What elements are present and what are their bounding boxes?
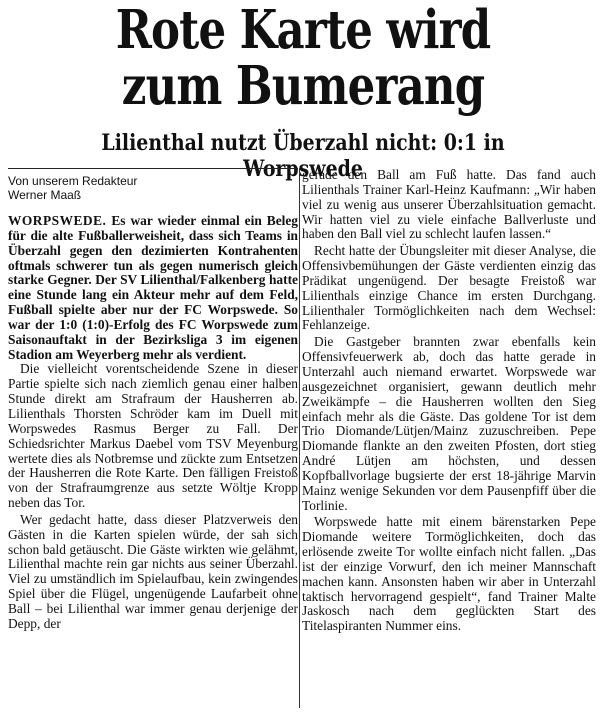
lead-text: Es war wieder einmal ein Beleg für die alte Fußballerweisheit, dass sich Teams in Überzahl gegen den dezimierten Kontrahenten oftmals schwerer tun als gegen numerisch gleich starke Gegner. Der SV Lilienthal/Falkenberg hatte eine Stunde lang ein Akteur mehr auf dem Feld, Fußball spielte aber nur der FC Worpswede. So war der 1:0 (1:0)-Erfolg des FC Worpswede zum Saisonauftakt in der Bezirksliga 3 im eigenen Stadion am Weyerberg mehr als verdient. [8,213,298,362]
headline-line-1: Rote Karte wird [115,0,491,61]
body-paragraph: Worpswede hatte mit einem bärenstarken Pepe Diomande weitere Tormöglichkeiten, doch das erlösende zweite Tor wollte einfach nicht fallen. „Das ist der einzige Vorwurf, den ich meiner Mannschaft machen kann. Ansonsten haben wir aber in Unterzahl taktisch hervorragend gespielt“, fand Trainer Malte Jaskosch nach dem geglückten Start des Titelaspiranten Nummer eins. [302,514,596,634]
byline-author: Werner Maaß [8,188,82,202]
subheadline: Lilienthal nutzt Überzahl nicht: 0:1 in Worpswede [101,130,505,182]
body-paragraph: Die vielleicht vorentscheidende Szene in dieser Partie spielte sich nach ziemlich genau einer halben Stunde direkt am Strafraum der Hausherren ab. Lilienthals Thorsten Schröder kam im Duell mit Worpswedes Rasmus Berger zu Fall. Der Schiedsrichter Markus Daebel vom TSV Meyenburg wertete dies als Notbremse und zückte zum Entsetzen der Hausherren die Rote Karte. Den fälligen Freistoß von der Strafraumgrenze aus setzte Wöltje Kropp neben das Tor. [8,361,298,511]
article-column-right [302,168,596,636]
byline-line-1: Von unserem Redakteur [8,174,138,188]
body-paragraph: gerade den Ball am Fuß hatte. Das fand auch Lilienthals Trainer Karl-Heinz Kaufmann: „Wir haben viel zu wenig aus unserer Überzahlsituation gemacht. Wir hatten viel zu viele einfache Ballverluste und haben den Ball viel zu schlecht laufen lassen.“ [302,167,596,242]
headline [55,0,552,117]
column-divider [299,168,300,708]
body-paragraph: Wer gedacht hatte, dass dieser Platzverweis den Gästen in die Karten spielen würde, der sah sich schon bald getäuscht. Die Gäste wirkten wie gelähmt, Lilienthal machte rein gar nichts aus seiner Überzahl. Viel zu umständlich im Spielaufbau, kein zwingendes Spiel über die Flügel, ungenügende Laufarbeit ohne Ball – bei Lilienthal war immer genau derjenige der Depp, der [8,511,298,631]
body-paragraph: Die Gastgeber brannten zwar ebenfalls kein Offensivfeuerwerk ab, doch das hatte gerade in Unterzahl auch niemand erwartet. Worpswede war ausgezeichnet organisiert, gewann deutlich mehr Zweikämpfe – die Hausherren wollten den Sieg einfach mehr als die Gäste. Das goldene Tor ist dem Trio Diomande/Lütjen/Mainz zuzuschreiben. Pepe Diomande flankte an den zweiten Pfosten, dort stieg André Lütjen am höchsten, und dessen Kopfballvorlage bugsierte der erst 18-jährige Marvin Mainz wenige Sekunden vor dem Pausenpfiff über die Torlinie. [302,334,596,513]
article-column-left [8,174,298,634]
lead-paragraph [8,214,298,362]
dateline: WORPSWEDE. [8,213,107,228]
byline [8,174,298,202]
body-paragraph: Recht hatte der Übungsleiter mit dieser Analyse, die Offensivbemühungen der Gäste verdienten einzig das Prädikat ungenügend. Der besagte Freistoß war Lilienthals einzige Chance im ersten Durchgang. Lilienthaler Tormöglichkeiten nach dem Wechsel: Fehlanzeige. [302,243,596,333]
column-top-rule [8,168,298,169]
headline-line-2: zum Bumerang [121,55,485,117]
